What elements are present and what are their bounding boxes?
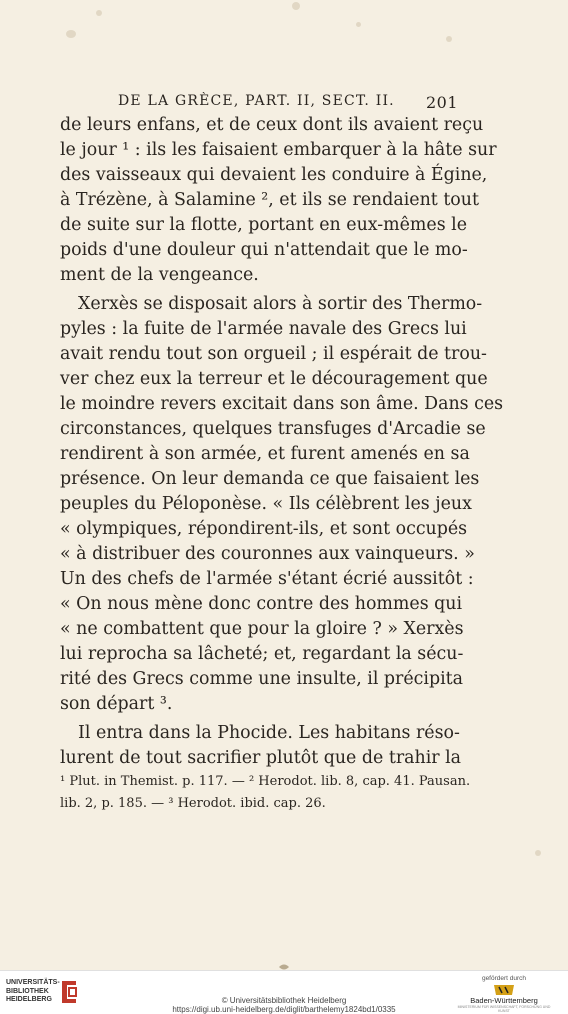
text-line: le jour ¹ : ils les faisaient embarquer à la hâte sur — [60, 140, 497, 160]
permalink[interactable]: https://digi.ub.uni-heidelberg.de/diglit/barthelemy1824bd1/0335 — [172, 1005, 396, 1014]
text-line: circonstances, quelques transfuges d'Arcadie se — [60, 419, 486, 439]
text-line: « ne combattent que pour la gloire ? » Xerxès — [60, 619, 464, 639]
text-line: Il entra dans la Phocide. Les habitans réso- — [78, 723, 460, 743]
footer-bar — [0, 970, 568, 1014]
text-line: de leurs enfans, et de ceux dont ils avaient reçu — [60, 115, 484, 135]
text-line: son départ ³. — [60, 694, 173, 714]
funder-block[interactable] — [454, 975, 554, 1013]
running-header — [118, 93, 458, 112]
paper-speck — [96, 10, 102, 16]
footnote-line: ¹ Plut. in Themist. p. 117. — ² Herodot. lib. 8, cap. 41. Pausan. — [60, 774, 471, 789]
funder-name: Baden-Württemberg — [470, 996, 538, 1005]
text-line: « On nous mène donc contre des hommes qui — [60, 594, 463, 614]
funder-label: gefördert durch — [481, 975, 527, 982]
text-line: présence. On leur demanda ce que faisaient les — [60, 469, 480, 489]
text-line: rité des Grecs comme une insulte, il précipita — [60, 669, 464, 689]
paper-speck — [292, 2, 300, 10]
coat-of-arms-icon — [492, 983, 516, 997]
text-line: pyles : la fuite de l'armée navale des Grecs lui — [60, 319, 467, 339]
footnote-line: lib. 2, p. 185. — ³ Herodot. ibid. cap. 26. — [60, 796, 326, 811]
library-name[interactable]: UNIVERSITÄTS- BIBLIOTHEK HEIDELBERG — [6, 979, 60, 1003]
text-line: à Trézène, à Salamine ², et ils se rendaient tout — [60, 190, 479, 210]
text-line: ment de la vengeance. — [60, 265, 259, 285]
text-line: des vaisseaux qui devaient les conduire à Égine, — [60, 165, 488, 185]
text-line: le moindre revers excitait dans son âme. Dans ces — [60, 394, 504, 414]
text-line: rendirent à son armée, et furent amenés en sa — [60, 444, 470, 464]
text-line: « à distribuer des couronnes aux vainqueurs. » — [60, 544, 475, 564]
footnotes — [60, 771, 471, 815]
text-line: peuples du Péloponèse. « Ils célèbrent les jeux — [60, 494, 472, 514]
paper-speck — [356, 22, 361, 27]
text-line: « olympiques, répondirent-ils, et sont occupés — [60, 519, 468, 539]
text-line: avait rendu tout son orgueil ; il espérait de trou- — [60, 344, 487, 364]
body-text — [60, 113, 504, 771]
page-number: 201 — [425, 93, 458, 112]
paper-speck — [66, 30, 76, 38]
funder-subline: MINISTERIUM FÜR WISSENSCHAFT, FORSCHUNG UND KUNST — [457, 1005, 551, 1013]
text-line: Un des chefs de l'armée s'étant écrié aussitôt : — [60, 569, 474, 589]
paper-speck — [535, 850, 541, 856]
running-title: DE LA GRÈCE, PART. II, SECT. II. — [118, 93, 395, 109]
paper-speck — [446, 36, 452, 42]
text-line: poids d'une douleur qui n'attendait que le mo- — [60, 240, 468, 260]
copyright-text: © Universitätsbibliothek Heidelberg — [221, 996, 347, 1005]
text-line: lui reprocha sa lâcheté; et, regardant la sécu- — [60, 644, 464, 664]
text-line: de suite sur la flotte, portant en eux-mêmes le — [60, 215, 468, 235]
text-line: lurent de tout sacrifier plutôt que de trahir la — [60, 748, 462, 768]
text-line: ver chez eux la terreur et le découragement que — [60, 369, 488, 389]
text-line: Xerxès se disposait alors à sortir des Thermo- — [78, 294, 483, 314]
